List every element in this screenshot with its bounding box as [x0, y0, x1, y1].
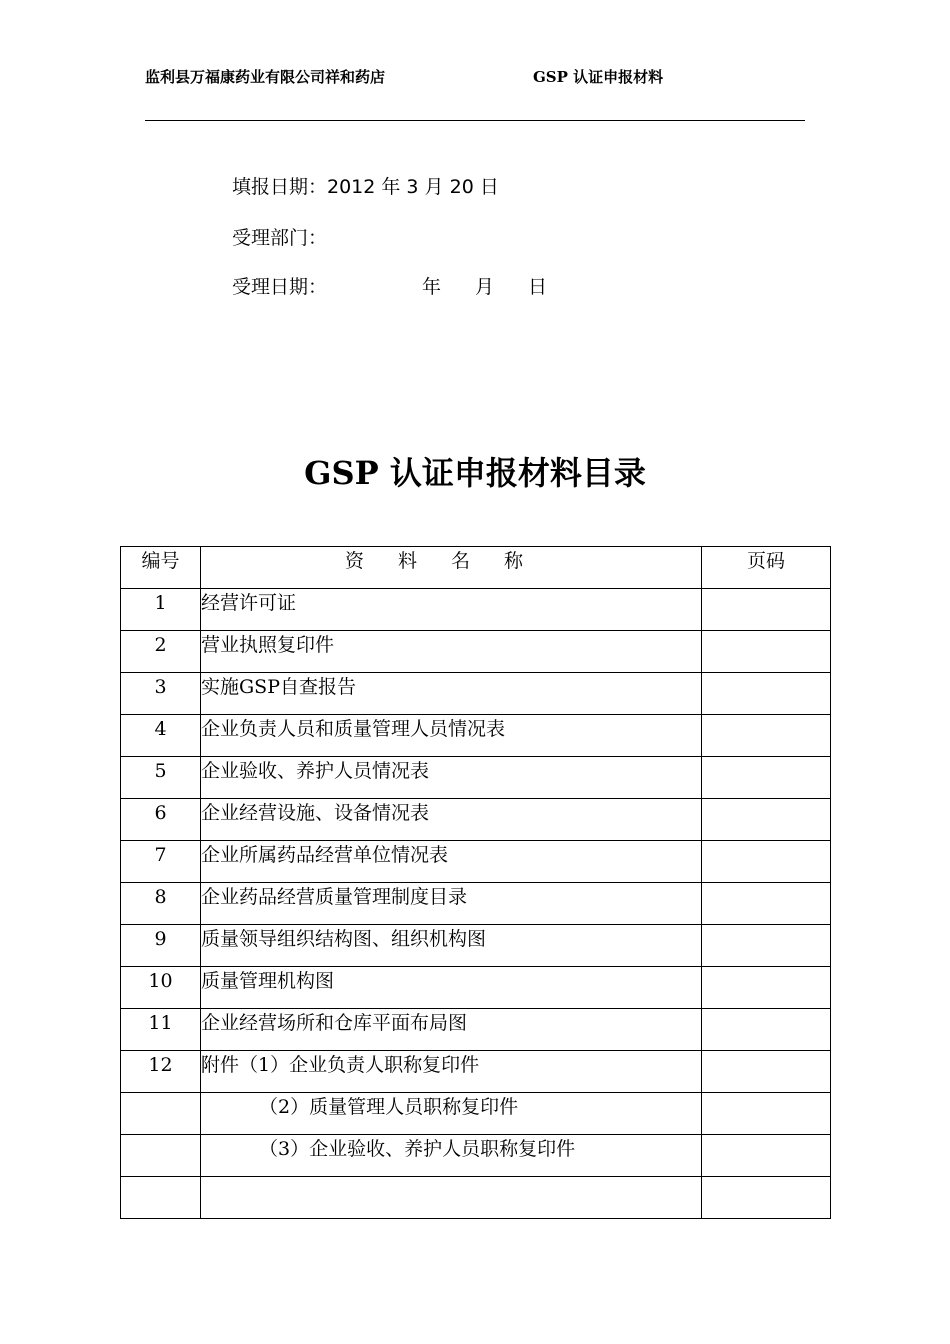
row-page	[702, 1177, 831, 1219]
row-material-name: 质量管理机构图	[201, 967, 702, 1009]
row-material-name: 企业药品经营质量管理制度目录	[201, 883, 702, 925]
row-number: 9	[121, 925, 201, 967]
row-material-name: 企业经营场所和仓库平面布局图	[201, 1009, 702, 1051]
header-name: 资料名称	[201, 547, 702, 589]
table-row	[121, 967, 831, 1009]
row-number: 7	[121, 841, 201, 883]
header-page: 页码	[702, 547, 831, 589]
table-row	[121, 799, 831, 841]
table-row	[121, 1093, 831, 1135]
table-row	[121, 757, 831, 799]
month-label: 月	[475, 276, 495, 298]
row-number: 4	[121, 715, 201, 757]
row-number: 6	[121, 799, 201, 841]
row-page	[702, 673, 831, 715]
row-page	[702, 883, 831, 925]
materials-table	[120, 546, 831, 1219]
row-page	[702, 1135, 831, 1177]
row-material-name: 企业负责人员和质量管理人员情况表	[201, 715, 702, 757]
row-page	[702, 589, 831, 631]
table-row	[121, 1177, 831, 1219]
header-doc-label: GSP 认证申报材料	[533, 68, 664, 86]
row-material-name: （3）企业验收、养护人员职称复印件	[201, 1135, 702, 1177]
row-page	[702, 715, 831, 757]
row-number: 11	[121, 1009, 201, 1051]
row-page	[702, 631, 831, 673]
table-row	[121, 673, 831, 715]
day-label: 日	[528, 276, 548, 298]
table-header-row	[121, 547, 831, 589]
row-page	[702, 757, 831, 799]
row-material-name: 营业执照复印件	[201, 631, 702, 673]
row-material-name: 企业经营设施、设备情况表	[201, 799, 702, 841]
row-number	[121, 1093, 201, 1135]
row-page	[702, 925, 831, 967]
table-row	[121, 1135, 831, 1177]
row-material-name: （2）质量管理人员职称复印件	[201, 1093, 702, 1135]
header-company: 监利县万福康药业有限公司祥和药店	[145, 68, 386, 86]
row-page	[702, 967, 831, 1009]
table-row	[121, 1009, 831, 1051]
table-row	[121, 841, 831, 883]
row-number: 8	[121, 883, 201, 925]
table-row	[121, 1051, 831, 1093]
row-number: 2	[121, 631, 201, 673]
row-number: 1	[121, 589, 201, 631]
row-page	[702, 841, 831, 883]
row-material-name: 企业验收、养护人员情况表	[201, 757, 702, 799]
table-body	[121, 589, 831, 1219]
row-page	[702, 1051, 831, 1093]
row-number: 12	[121, 1051, 201, 1093]
row-material-name: 经营许可证	[201, 589, 702, 631]
row-page	[702, 799, 831, 841]
row-number: 10	[121, 967, 201, 1009]
table-row	[121, 631, 831, 673]
accept-date-label: 受理日期：	[232, 276, 328, 298]
row-material-name: 质量领导组织结构图、组织机构图	[201, 925, 702, 967]
row-number	[121, 1135, 201, 1177]
row-page	[702, 1093, 831, 1135]
header-divider	[145, 120, 805, 121]
year-label: 年	[422, 276, 442, 298]
row-number: 3	[121, 673, 201, 715]
header-number: 编号	[121, 547, 201, 589]
row-number	[121, 1177, 201, 1219]
row-material-name	[201, 1177, 702, 1219]
table-row	[121, 589, 831, 631]
table-row	[121, 715, 831, 757]
accepting-department: 受理部门：	[232, 227, 328, 249]
fill-date: 填报日期：2012 年 3 月 20 日	[232, 176, 499, 198]
accept-date-blanks	[422, 272, 581, 299]
document-title: GSP 认证申报材料目录	[304, 454, 646, 492]
row-page	[702, 1009, 831, 1051]
row-number: 5	[121, 757, 201, 799]
row-material-name: 附件（1）企业负责人职称复印件	[201, 1051, 702, 1093]
row-material-name: 实施GSP自查报告	[201, 673, 702, 715]
table-row	[121, 883, 831, 925]
row-material-name: 企业所属药品经营单位情况表	[201, 841, 702, 883]
table-row	[121, 925, 831, 967]
